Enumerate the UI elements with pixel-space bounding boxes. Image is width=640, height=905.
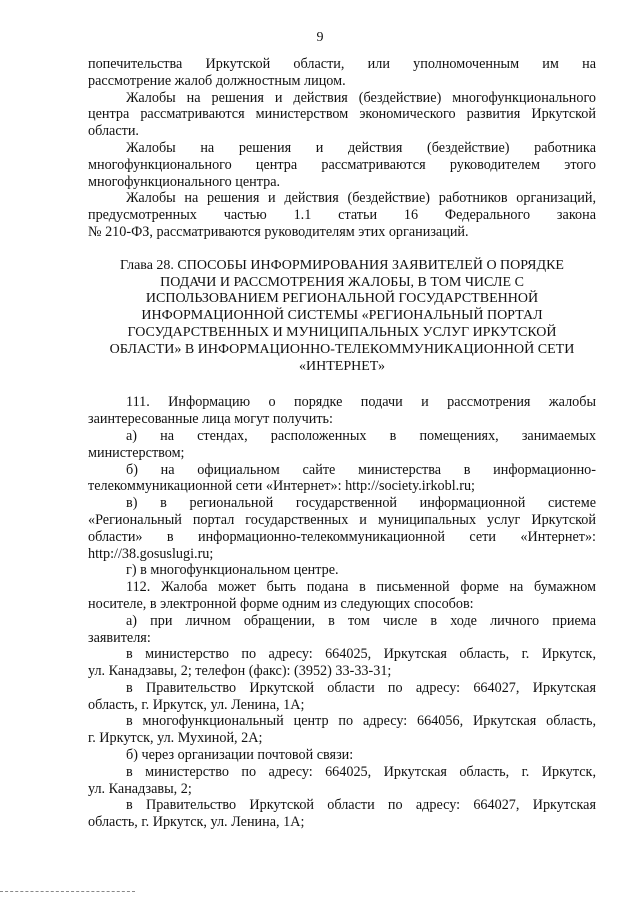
text-line: многофункционального центра рассматриваются руководителем этого [88,156,596,173]
paragraph [88,579,596,613]
text-line: а) при личном обращении, в том числе в ходе личного приема [126,612,596,629]
heading-line: Глава 28. СПОСОБЫ ИНФОРМИРОВАНИЯ ЗАЯВИТЕЛЕЙ О ПОРЯДКЕ [120,257,564,273]
text-line: б) на официальном сайте министерства в информационно- [126,461,596,478]
text-line: рассмотрение жалоб должностным лицом. [88,72,346,89]
text-line: в) в региональной государственной информационной системе [126,495,596,512]
paragraph [88,613,596,647]
heading-line: ОБЛАСТИ» В ИНФОРМАЦИОННО-ТЕЛЕКОММУНИКАЦИОННОЙ СЕТИ [109,341,575,357]
text-line: многофункционального центра. [88,173,281,190]
text-line: область, г. Иркутск, ул. Ленина, 1А; [88,814,305,831]
paragraph [88,190,596,240]
heading-line: ИСПОЛЬЗОВАНИЕМ РЕГИОНАЛЬНОЙ ГОСУДАРСТВЕННОЙ [145,291,539,307]
paragraph [88,90,596,140]
text-line: http://38.gosuslugi.ru; [88,545,214,562]
text-line: б) через организации почтовой связи: [126,747,354,764]
text-line: Жалобы на решения и действия (бездействие) работника [126,139,596,156]
text-line: носителе, в электронной форме одним из следующих способов: [88,595,474,612]
text-line: 112. Жалоба может быть подана в письменной форме на бумажном [126,579,596,596]
text-line: области» в информационно-телекоммуникационной сети «Интернет»: [88,528,596,545]
text-line: в министерство по адресу: 664025, Иркутская область, г. Иркутск, [126,646,596,663]
text-line: предусмотренных частью 1.1 статьи 16 Федерального закона [88,207,596,224]
text-line: заявителя: [88,629,151,646]
heading-line: ИНФОРМАЦИОННОЙ СИСТЕМЫ «РЕГИОНАЛЬНЫЙ ПОРТАЛ [141,308,543,324]
text-line: в Правительство Иркутской области по адресу: 664027, Иркутская [126,679,596,696]
paragraph [88,562,596,579]
footer-divider [0,891,135,892]
text-line: попечительства Иркутской области, или уполномоченным им на [88,56,596,72]
text-line: министерством; [88,444,185,461]
paragraph [88,495,596,562]
paragraph [88,680,596,714]
text-line: телекоммуникационной сети «Интернет»: http://society.irkobl.ru; [88,478,475,495]
text-line: г) в многофункциональном центре. [126,562,339,579]
paragraph [88,56,596,90]
text-line: области. [88,123,139,140]
text-line: центра рассматриваются министерством экономического развития Иркутской [88,106,596,123]
text-line: в Правительство Иркутской области по адресу: 664027, Иркутская [126,797,596,814]
chapter-heading [88,258,596,376]
paragraph [88,394,596,428]
paragraph [88,747,596,764]
paragraphs-before [88,56,596,241]
paragraph [88,797,596,831]
paragraph [88,462,596,496]
text-line: № 210-ФЗ, рассматриваются руководителям этих организаций. [88,223,469,240]
text-line: Жалобы на решения и действия (бездействие) работников организаций, [126,190,596,207]
paragraph [88,646,596,680]
heading-line: «ИНТЕРНЕТ» [299,358,385,374]
text-line: в министерство по адресу: 664025, Иркутская область, г. Иркутск, [126,763,596,780]
text-line: 111. Информацию о порядке подачи и рассмотрения жалобы [126,394,596,411]
paragraphs-after [88,394,596,831]
text-line: в многофункциональный центр по адресу: 664056, Иркутская область, [126,713,596,730]
heading-line: ГОСУДАРСТВЕННЫХ И МУНИЦИПАЛЬНЫХ УСЛУГ ИРКУТСКОЙ [127,324,557,340]
paragraph [88,140,596,190]
text-line: ул. Канадзавы, 2; [88,780,192,797]
heading-line: ПОДАЧИ И РАССМОТРЕНИЯ ЖАЛОБЫ, В ТОМ ЧИСЛЕ С [160,274,524,290]
text-line: Жалобы на решения и действия (бездействие) многофункционального [126,89,596,106]
text-line: а) на стендах, расположенных в помещениях, занимаемых [126,427,596,444]
text-line: г. Иркутск, ул. Мухиной, 2А; [88,730,263,747]
text-line: область, г. Иркутск, ул. Ленина, 1А; [88,696,305,713]
paragraph [88,764,596,798]
text-line: «Региональный портал государственных и муниципальных услуг Иркутской [88,511,596,528]
text-line: заинтересованные лица могут получить: [88,411,333,428]
page-number: 9 [316,30,324,45]
document-body [88,56,596,831]
paragraph [88,428,596,462]
text-line: ул. Канадзавы, 2; телефон (факс): (3952) 33-33-31; [88,663,392,680]
paragraph [88,713,596,747]
